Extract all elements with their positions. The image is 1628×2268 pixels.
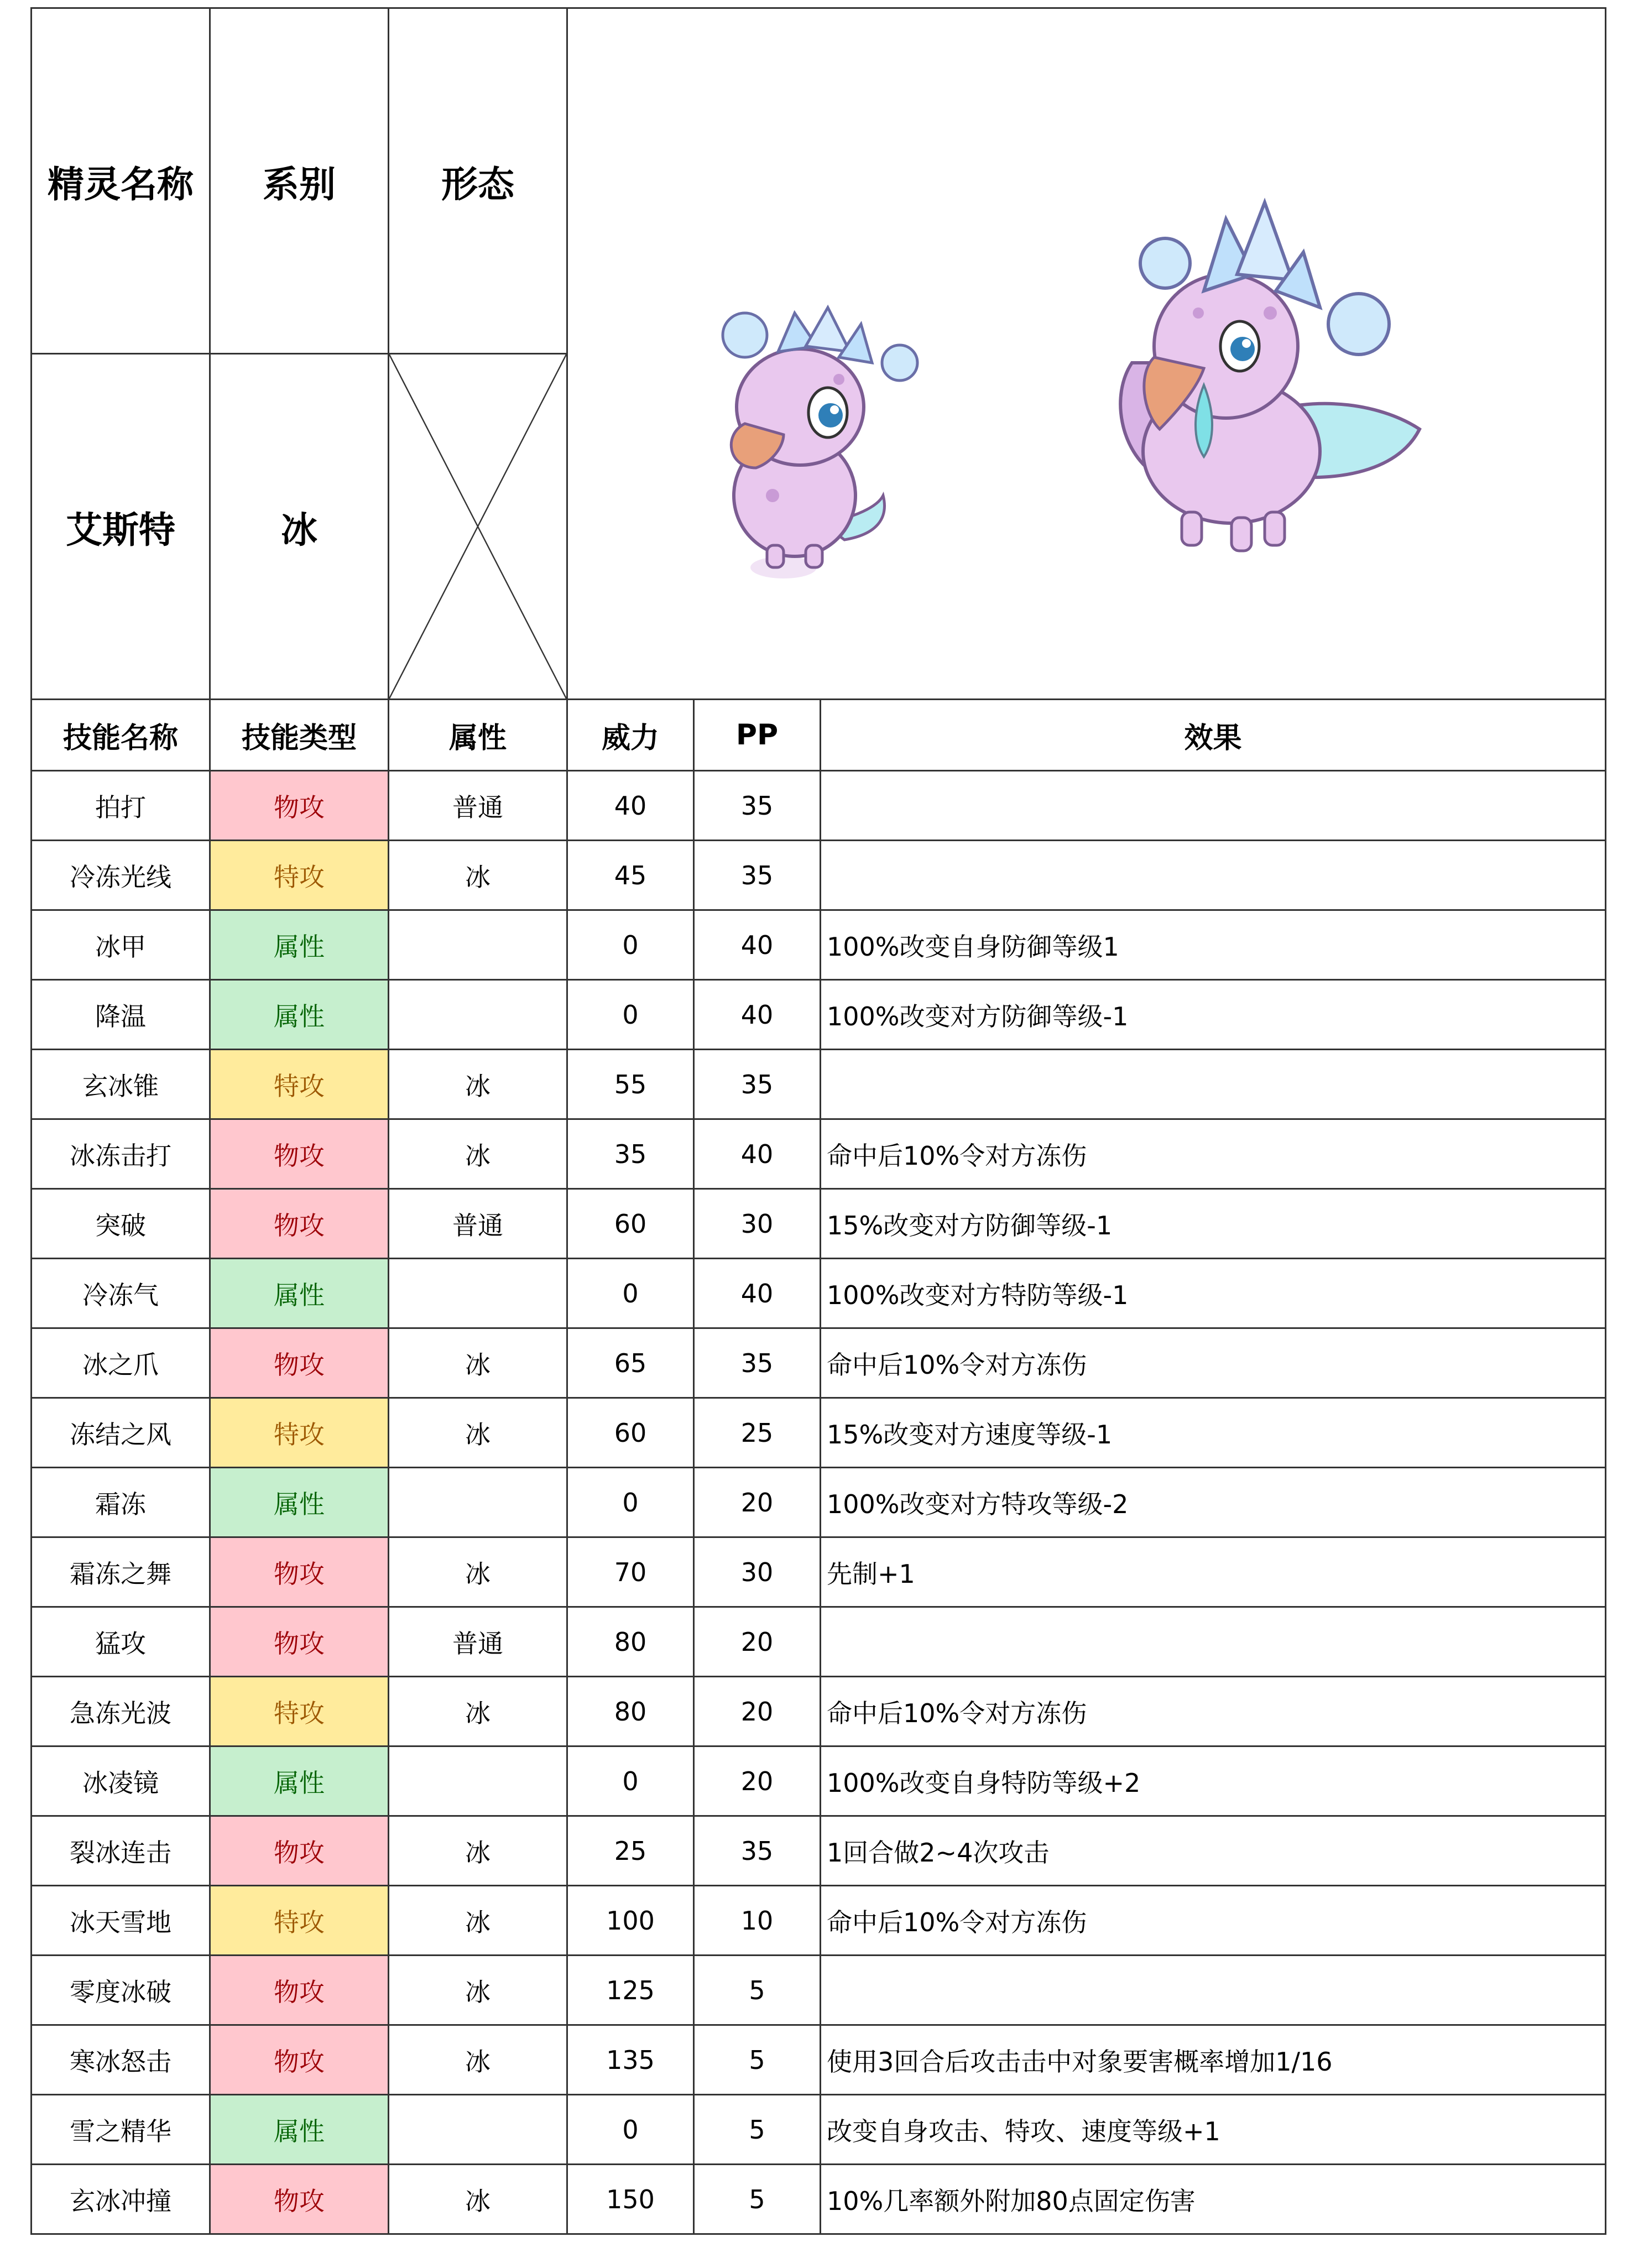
table-row: [32, 1537, 1606, 1607]
table-row: [32, 910, 1606, 980]
skill-attribute: [389, 910, 567, 980]
table-row: [32, 1119, 1606, 1189]
skill-pp: 40: [694, 910, 821, 980]
skill-name: 霜冻之舞: [32, 1537, 210, 1607]
skill-effect: 1回合做2~4次攻击: [821, 1816, 1606, 1886]
table-row: [32, 1050, 1606, 1119]
skill-kind: 物攻: [210, 771, 389, 841]
skill-power: 80: [567, 1677, 694, 1746]
skill-pp: 5: [694, 1956, 821, 2025]
pet-skill-table: [30, 7, 1606, 2235]
skill-attribute: 冰: [389, 2025, 567, 2095]
skill-kind: 属性: [210, 1259, 389, 1328]
skill-name: 裂冰连击: [32, 1816, 210, 1886]
small-form-creature: [723, 307, 917, 578]
skill-kind: 物攻: [210, 1189, 389, 1259]
skill-effect: 命中后10%令对方冻伤: [821, 1328, 1606, 1398]
skill-attribute: 冰: [389, 1816, 567, 1886]
skill-power: 0: [567, 2095, 694, 2165]
skill-kind: 属性: [210, 980, 389, 1050]
skill-effect: 100%改变对方特攻等级-2: [821, 1468, 1606, 1537]
skill-kind: 属性: [210, 910, 389, 980]
col-skill-kind: 技能类型: [210, 700, 389, 771]
skill-power: 0: [567, 980, 694, 1050]
skill-pp: 35: [694, 1816, 821, 1886]
skill-effect: 命中后10%令对方冻伤: [821, 1677, 1606, 1746]
skill-power: 0: [567, 910, 694, 980]
skill-attribute: 冰: [389, 1119, 567, 1189]
skill-attribute: 冰: [389, 1956, 567, 2025]
skill-kind: 物攻: [210, 1537, 389, 1607]
skill-power: 65: [567, 1328, 694, 1398]
table-row: [32, 2165, 1606, 2234]
skill-name: 玄冰锥: [32, 1050, 210, 1119]
skill-name: 寒冰怒击: [32, 2025, 210, 2095]
skill-power: 25: [567, 1816, 694, 1886]
skill-power: 80: [567, 1607, 694, 1677]
skill-power: 60: [567, 1398, 694, 1468]
skill-effect: [821, 1956, 1606, 2025]
skill-kind: 属性: [210, 1746, 389, 1816]
skill-power: 35: [567, 1119, 694, 1189]
skill-power: 45: [567, 841, 694, 910]
table-row: [32, 841, 1606, 910]
table-row: [32, 1886, 1606, 1956]
skill-name: 突破: [32, 1189, 210, 1259]
table-row: [32, 1677, 1606, 1746]
skill-effect: [821, 771, 1606, 841]
pet-type: 冰: [210, 354, 389, 700]
skill-power: 55: [567, 1050, 694, 1119]
skill-power: 150: [567, 2165, 694, 2234]
skill-pp: 35: [694, 841, 821, 910]
skill-kind: 特攻: [210, 1050, 389, 1119]
skill-effect: [821, 841, 1606, 910]
name-label: 精灵名称: [32, 8, 210, 354]
skill-pp: 20: [694, 1677, 821, 1746]
table-row: [32, 1468, 1606, 1537]
skill-attribute: 冰: [389, 1398, 567, 1468]
skill-pp: 40: [694, 1119, 821, 1189]
skill-power: 0: [567, 1468, 694, 1537]
col-power: 威力: [567, 700, 694, 771]
table-row: [32, 1746, 1606, 1816]
skill-kind: 物攻: [210, 2165, 389, 2234]
skill-pp: 35: [694, 1328, 821, 1398]
skill-power: 60: [567, 1189, 694, 1259]
table-row: [32, 1189, 1606, 1259]
skill-attribute: [389, 1746, 567, 1816]
skill-effect: [821, 1050, 1606, 1119]
skill-power: 135: [567, 2025, 694, 2095]
skill-name: 猛攻: [32, 1607, 210, 1677]
skill-pp: 35: [694, 771, 821, 841]
skill-kind: 物攻: [210, 1328, 389, 1398]
skill-kind: 物攻: [210, 1816, 389, 1886]
skill-attribute: 冰: [389, 2165, 567, 2234]
table-row: [32, 2025, 1606, 2095]
skill-kind: 特攻: [210, 1677, 389, 1746]
skill-effect: 先制+1: [821, 1537, 1606, 1607]
skill-name: 降温: [32, 980, 210, 1050]
table-row: [32, 1956, 1606, 2025]
table-row: [32, 1398, 1606, 1468]
skill-name: 冰凌镜: [32, 1746, 210, 1816]
form-label: 形态: [389, 8, 567, 354]
skill-pp: 5: [694, 2095, 821, 2165]
skill-pp: 20: [694, 1746, 821, 1816]
skill-power: 100: [567, 1886, 694, 1956]
skill-attribute: 冰: [389, 841, 567, 910]
pet-name: 艾斯特: [32, 354, 210, 700]
skill-name: 冷冻气: [32, 1259, 210, 1328]
skill-power: 40: [567, 771, 694, 841]
skill-effect: 15%改变对方防御等级-1: [821, 1189, 1606, 1259]
skill-name: 冷冻光线: [32, 841, 210, 910]
col-attribute: 属性: [389, 700, 567, 771]
table-row: [32, 1816, 1606, 1886]
skill-power: 70: [567, 1537, 694, 1607]
skill-name: 玄冰冲撞: [32, 2165, 210, 2234]
skill-attribute: 冰: [389, 1050, 567, 1119]
skill-effect: 100%改变对方特防等级-1: [821, 1259, 1606, 1328]
skill-name: 急冻光波: [32, 1677, 210, 1746]
skill-pp: 10: [694, 1886, 821, 1956]
skill-effect: 改变自身攻击、特攻、速度等级+1: [821, 2095, 1606, 2165]
skill-name: 冻结之风: [32, 1398, 210, 1468]
table-row: [32, 2095, 1606, 2165]
skill-effect: 100%改变自身特防等级+2: [821, 1746, 1606, 1816]
skill-effect: 10%几率额外附加80点固定伤害: [821, 2165, 1606, 2234]
skill-kind: 属性: [210, 2095, 389, 2165]
skill-effect: 15%改变对方速度等级-1: [821, 1398, 1606, 1468]
skill-kind: 物攻: [210, 2025, 389, 2095]
skill-kind: 特攻: [210, 1886, 389, 1956]
evolved-form-creature: [1120, 202, 1420, 551]
skill-kind: 特攻: [210, 841, 389, 910]
skill-attribute: [389, 1259, 567, 1328]
col-skill-name: 技能名称: [32, 700, 210, 771]
skill-attribute: [389, 1468, 567, 1537]
skill-name: 霜冻: [32, 1468, 210, 1537]
creature-illustration: [568, 9, 1606, 700]
table-row: [32, 1259, 1606, 1328]
skill-attribute: 普通: [389, 1607, 567, 1677]
skill-attribute: [389, 980, 567, 1050]
skill-effect: 命中后10%令对方冻伤: [821, 1119, 1606, 1189]
artwork-cell: [567, 8, 1606, 700]
skill-kind: 物攻: [210, 1119, 389, 1189]
skill-name: 冰天雪地: [32, 1886, 210, 1956]
skill-effect: 100%改变自身防御等级1: [821, 910, 1606, 980]
skill-pp: 40: [694, 980, 821, 1050]
table-row: [32, 1607, 1606, 1677]
skill-name: 零度冰破: [32, 1956, 210, 2025]
skill-pp: 20: [694, 1468, 821, 1537]
skill-kind: 物攻: [210, 1956, 389, 2025]
skill-kind: 属性: [210, 1468, 389, 1537]
skill-pp: 25: [694, 1398, 821, 1468]
skill-power: 125: [567, 1956, 694, 2025]
skill-pp: 40: [694, 1259, 821, 1328]
table-row: [32, 980, 1606, 1050]
col-effect: 效果: [821, 700, 1606, 771]
skill-name: 冰之爪: [32, 1328, 210, 1398]
skill-name: 拍打: [32, 771, 210, 841]
skill-attribute: 冰: [389, 1677, 567, 1746]
skill-effect: 命中后10%令对方冻伤: [821, 1886, 1606, 1956]
skill-pp: 5: [694, 2025, 821, 2095]
skill-power: 0: [567, 1259, 694, 1328]
skill-attribute: [389, 2095, 567, 2165]
skill-pp: 20: [694, 1607, 821, 1677]
skill-power: 0: [567, 1746, 694, 1816]
cross-out-mark: [389, 354, 566, 698]
skill-name: 冰冻击打: [32, 1119, 210, 1189]
table-row: [32, 1328, 1606, 1398]
skill-pp: 30: [694, 1537, 821, 1607]
skill-attribute: 普通: [389, 1189, 567, 1259]
skill-name: 雪之精华: [32, 2095, 210, 2165]
type-label: 系别: [210, 8, 389, 354]
skill-effect: [821, 1607, 1606, 1677]
skill-kind: 特攻: [210, 1398, 389, 1468]
skill-pp: 35: [694, 1050, 821, 1119]
skill-kind: 物攻: [210, 1607, 389, 1677]
skill-attribute: 冰: [389, 1886, 567, 1956]
skill-attribute: 冰: [389, 1537, 567, 1607]
skill-attribute: 普通: [389, 771, 567, 841]
skill-effect: 使用3回合后攻击击中对象要害概率增加1/16: [821, 2025, 1606, 2095]
skill-effect: 100%改变对方防御等级-1: [821, 980, 1606, 1050]
empty-form-cell: [389, 354, 567, 700]
table-row: [32, 771, 1606, 841]
skill-name: 冰甲: [32, 910, 210, 980]
skill-attribute: 冰: [389, 1328, 567, 1398]
skill-pp: 5: [694, 2165, 821, 2234]
col-pp: PP: [694, 700, 821, 771]
skill-pp: 30: [694, 1189, 821, 1259]
